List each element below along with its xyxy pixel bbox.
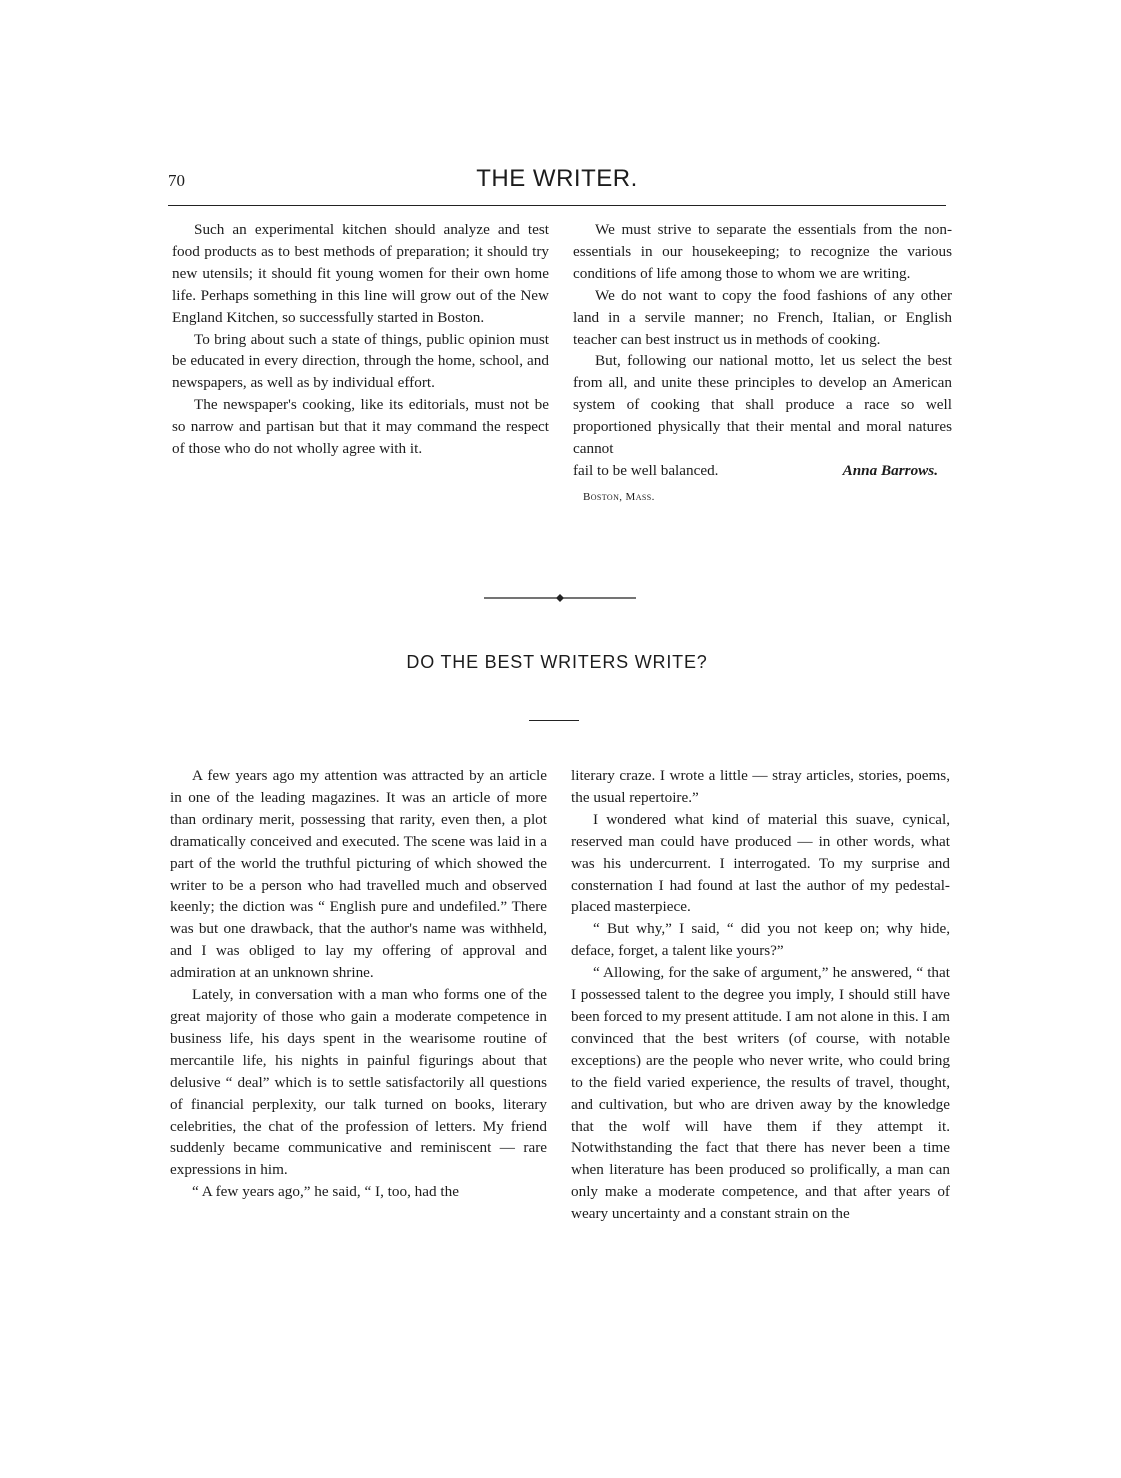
title-rule [529,720,579,721]
paragraph: But, following our national motto, let us select the best from all, and unite these principles to develop an American system of cooking that shall produce a race so well proportioned physically that their mental and moral natures cannot [573,352,952,458]
paragraph: Such an experimental kitchen should analyze and test food products as to best methods of preparation; it should try new utensils; it should fit young women for their own home life. Perhaps something in this line will grow out of the New England Kitchen, so successfully started in Boston. [172,221,549,326]
signature-line [573,460,952,482]
paragraph: “ Allowing, for the sake of argument,” he answered, “ that I possessed talent to the degree you imply, I should still have been forced to my present attitude. I am not alone in this. I am convinced that the best writers (of course, with notable exceptions) are the people who never write, who could bring to the field varied experience, the results of travel, thought, and cultivation, but who are driven away by the knowledge that the wolf will have them if they attempt it. Notwithstanding the fact that there has never been a time when literature has been produced so prolifically, a man can only make a moderate competence, and that after years of weary uncertainty and a constant strain on the [571,964,950,1223]
author-place: Boston, Mass. [583,490,655,503]
section-divider-ornament [484,592,636,604]
paragraph-continuation: literary craze. I wrote a little — stray articles, stories, poems, the usual repertoire.” [571,767,950,806]
article-title: DO THE BEST WRITERS WRITE? [406,652,708,672]
previous-article-right-column [573,219,952,504]
paragraph: The newspaper's cooking, like its editorials, must not be so narrow and partisan but that it may command the respect of those who do not wholly agree with it. [172,396,549,458]
article-right-column [571,765,950,1225]
paragraph: We must strive to separate the essentials from the non-essentials in our housekeeping; to recognize the various conditions of life among those to whom we are writing. [573,221,952,282]
paragraph: “ But why,” I said, “ did you not keep on; why hide, deface, forget, a talent like yours?” [571,920,950,960]
paragraph: To bring about such a state of things, public opinion must be educated in every direction, through the home, school, and newspapers, as well as by individual effort. [172,330,549,392]
paragraph: We do not want to copy the food fashions of any other land in a servile manner; no French, Italian, or English teacher can best instruct us in methods of cooking. [573,286,952,348]
paragraph: Lately, in conversation with a man who forms one of the great majority of those who gain a moderate competence in business life, his days spent in the wearisome routine of mercantile life, his nights in painful figurings about that delusive “ deal” which is to settle satisfactorily all questions of financial perplexity, our talk turned on books, literary celebrities, the chat of the profession of letters. My friend suddenly became communicative and reminiscent — rare expressions in him. [170,986,547,1179]
closing-text: fail to be well balanced. [573,461,719,479]
paragraph: I wondered what kind of material this suave, cynical, reserved man could have produced — in other words, what was his undercurrent. I interrogated. To my surprise and consternation I had found at last the author of my pedestal-placed masterpiece. [571,810,950,916]
article-left-column [170,765,547,1203]
previous-article-left-column [172,219,549,460]
journal-title: THE WRITER. [476,165,638,192]
page-number: 70 [168,171,185,190]
author-signature: Anna Barrows. [842,461,938,479]
running-header [168,165,946,206]
paragraph: “ A few years ago,” he said, “ I, too, had the [192,1183,459,1201]
paragraph: A few years ago my attention was attracted by an article in one of the leading magazines. It was an article of more than ordinary merit, possessing that rarity, even then, a plot dramatically conceived and executed. The scene was laid in a part of the world the truthful picturing of which showed the writer to be a person who had travelled much and observed keenly; the diction was “ English pure and undefiled.” There was but one drawback, that the author's name was withheld, and I was obliged to lay my offering of approval and admiration at an unknown shrine. [170,767,547,982]
